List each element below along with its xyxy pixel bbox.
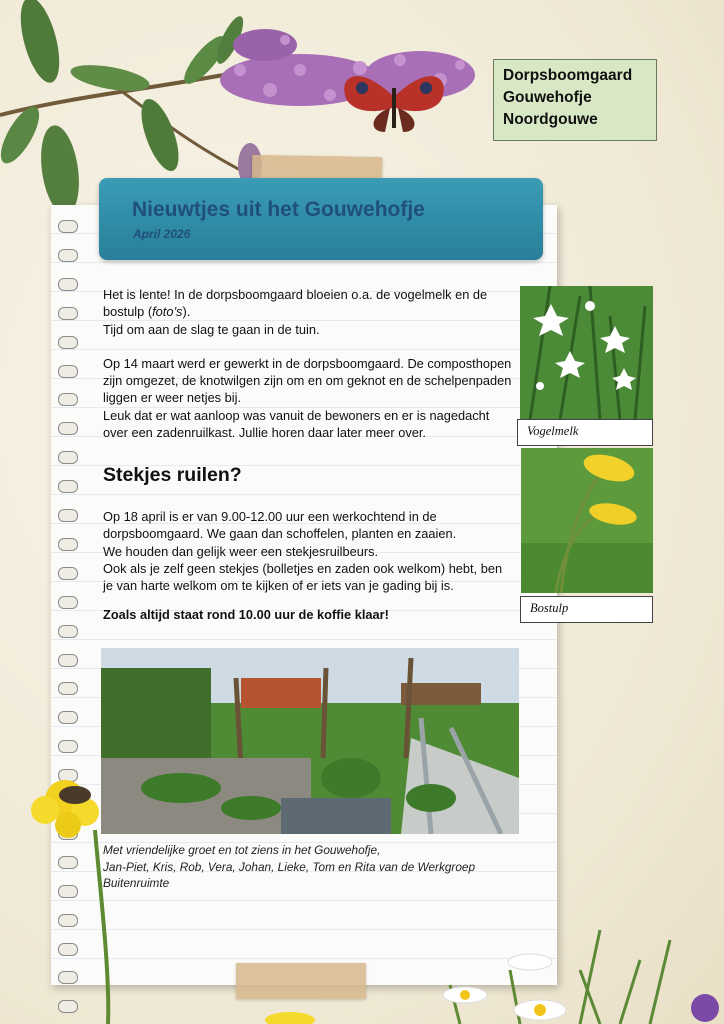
- photo-vogelmelk: [520, 286, 653, 420]
- caption-vogelmelk: Vogelmelk: [517, 419, 653, 446]
- notebook-hole: [58, 538, 78, 551]
- newsletter-title: Nieuwtjes uit het Gouwehofje: [132, 198, 425, 221]
- intro-paragraph-4: Leuk dat er wat aanloop was vanuit de bewoners en er is nagedacht over een zadenruilkast. Jullie horen daar later meer over.: [103, 407, 490, 441]
- org-line-3: Noordgouwe: [503, 111, 598, 128]
- notebook-hole: [58, 278, 78, 291]
- org-line-1: Dorpsboomgaard: [503, 67, 633, 84]
- closing-line-1: Met vriendelijke groet en tot ziens in het Gouwehofje,: [103, 843, 381, 857]
- yellow-flower-icon: [31, 780, 99, 838]
- section-paragraph-1: Op 18 april is er van 9.00-12.00 uur een werkochtend in de dorpsboomgaard. We gaan dan schoffelen, planten en zaaien.: [103, 509, 457, 542]
- notebook-hole: [58, 220, 78, 233]
- organisation-box: [493, 59, 657, 141]
- notebook-hole: [58, 422, 78, 435]
- flowers-illustration: [0, 770, 724, 1024]
- intro-paragraph-1: Het is lente! In de dorpsboomgaard bloeien o.a. de vogelmelk en de bostulp (foto’s).: [103, 287, 488, 320]
- closing-line-2: Jan-Piet, Kris, Rob, Vera, Johan, Lieke, Tom en Rita van de Werkgroep Buitenruimte: [103, 859, 476, 890]
- notebook-hole: [58, 307, 78, 320]
- intro-paragraph-3: Op 14 maart werd er gewerkt in de dorpsboomgaard. De composthopen zijn omgezet, de knotwilgen zijn om en om geknot en de schelpenpaden liggen er weer netjes bij.: [103, 355, 512, 406]
- intro-paragraph-2: Tijd om aan de slag te gaan in de tuin.: [103, 321, 320, 337]
- org-line-2: Gouwehofje: [503, 89, 592, 106]
- notebook-hole: [58, 509, 78, 522]
- section-text: [103, 508, 513, 624]
- section-heading: Stekjes ruilen?: [103, 464, 242, 486]
- newsletter-date: April 2026: [133, 227, 191, 241]
- notebook-hole: [58, 249, 78, 262]
- caption-bostulp: Bostulp: [520, 596, 653, 623]
- notebook-hole: [58, 654, 78, 667]
- notebook-hole: [58, 625, 78, 638]
- notebook-hole: [58, 393, 78, 406]
- notebook-hole: [58, 740, 78, 753]
- intro-text: [103, 286, 513, 441]
- section-paragraph-2: We houden dan gelijk weer een stekjesruilbeurs.: [103, 543, 379, 559]
- notebook-hole: [58, 365, 78, 378]
- notebook-hole: [58, 480, 78, 493]
- notebook-hole: [58, 336, 78, 349]
- coffee-notice: Zoals altijd staat rond 10.00 uur de koffie klaar!: [103, 607, 389, 623]
- notebook-hole: [58, 567, 78, 580]
- notebook-hole: [58, 682, 78, 695]
- notebook-hole: [58, 711, 78, 724]
- section-paragraph-3: Ook als je zelf geen stekjes (bolletjes en zaden ook welkom) hebt, ben je van harte welkom om te kijken of er iets van je gading bij is.: [103, 560, 503, 594]
- notebook-hole: [58, 596, 78, 609]
- photo-bostulp: [521, 448, 653, 593]
- notebook-hole: [58, 451, 78, 464]
